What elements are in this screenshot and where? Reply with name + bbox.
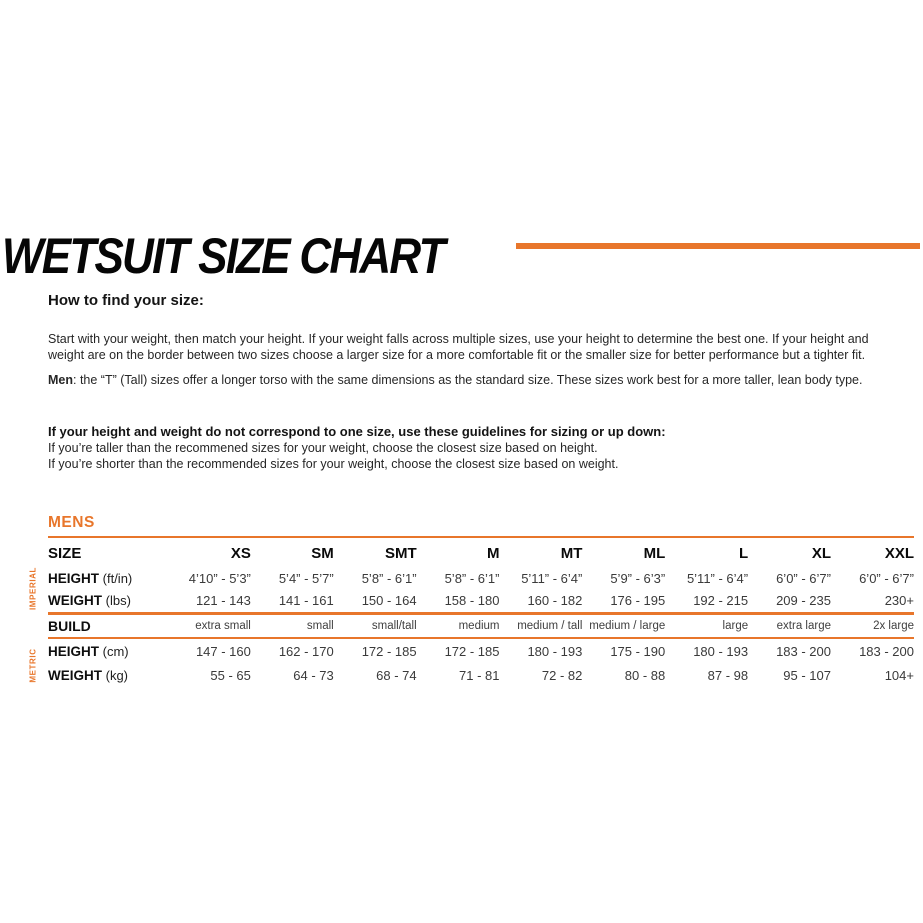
col-header-xxl: XXL xyxy=(884,544,914,562)
col-header-xl: XL xyxy=(811,544,831,562)
table-header-row xyxy=(48,539,914,567)
cell-value: 209 - 235 xyxy=(776,593,831,609)
table-row-weight-lbs xyxy=(48,590,914,613)
cell-value: 162 - 170 xyxy=(278,643,334,659)
col-header-sm: SM xyxy=(311,544,334,562)
cell-value: large xyxy=(722,619,749,632)
cell-value: 5’8” - 6’1” xyxy=(444,571,500,586)
mens-section-heading: MENS xyxy=(48,514,95,531)
cell-value: 64 - 73 xyxy=(293,667,334,683)
imperial-axis-label: IMPERIAL xyxy=(28,566,38,611)
cell-value: 95 - 107 xyxy=(783,667,831,683)
col-header-l: L xyxy=(738,544,749,562)
cell-value: 55 - 65 xyxy=(210,667,251,683)
cell-value: 121 - 143 xyxy=(195,593,251,609)
row-label xyxy=(48,638,168,663)
page-title: WETSUIT SIZE CHART xyxy=(2,228,444,284)
men-tall-note xyxy=(48,373,862,389)
row-label-text: HEIGHT xyxy=(48,571,100,586)
cell-value: 192 - 215 xyxy=(693,593,749,609)
guideline-shorter: If you’re shorter than the recommended sizes for your weight, choose the closest size based on weight. xyxy=(48,456,619,471)
cell-value: 180 - 193 xyxy=(527,643,583,659)
row-label-text: WEIGHT xyxy=(48,667,102,683)
cell-value: 6’0” - 6’7” xyxy=(776,571,831,586)
cell-value: 5’8” - 6’1” xyxy=(361,571,417,586)
cell-value: 176 - 195 xyxy=(610,593,666,609)
cell-value: 5’4” - 5’7” xyxy=(278,571,334,586)
cell-value: 87 - 98 xyxy=(707,667,749,683)
cell-value: medium xyxy=(458,619,500,632)
table-row-weight-kg xyxy=(48,663,914,687)
cell-value: 80 - 88 xyxy=(624,667,666,683)
guidelines-heading: If your height and weight do not correspond to one size, use these guidelines for sizing or up down: xyxy=(48,424,666,439)
col-header-size: SIZE xyxy=(48,544,82,562)
metric-axis-label: METRIC xyxy=(28,648,38,683)
guideline-taller: If you’re taller than the recommened sizes for your weight, choose the closest size based on height. xyxy=(48,441,598,455)
intro-line: weight are on the border between two sizes choose a larger size for a more comfortable fit or the smaller size for better performance but a tighter fit. xyxy=(48,347,866,362)
row-label xyxy=(48,663,168,687)
col-header-mt: MT xyxy=(560,544,583,562)
row-label-text: HEIGHT xyxy=(48,643,100,659)
mens-divider-line xyxy=(48,536,914,538)
cell-value: 104+ xyxy=(884,667,914,683)
title-divider-line xyxy=(516,243,920,249)
men-label: Men xyxy=(48,373,73,387)
row-label-text: WEIGHT xyxy=(48,593,102,609)
row-unit-text: (cm) xyxy=(102,643,129,659)
cell-value: 150 - 164 xyxy=(361,593,417,609)
cell-value: small xyxy=(306,619,334,632)
cell-value: 5’11” - 6’4” xyxy=(686,571,749,586)
cell-value: extra small xyxy=(195,619,251,632)
guidelines-list xyxy=(48,441,618,472)
cell-value: 183 - 200 xyxy=(776,643,831,659)
col-header-m: M xyxy=(487,544,500,562)
row-label xyxy=(48,590,168,613)
row-label xyxy=(48,567,168,590)
cell-value: 175 - 190 xyxy=(610,643,666,659)
cell-value: 71 - 81 xyxy=(459,667,500,683)
cell-value: 2x large xyxy=(873,619,914,632)
cell-value: 5’9” - 6’3” xyxy=(610,571,666,586)
cell-value: 5’11” - 6’4” xyxy=(521,571,583,586)
cell-value: 158 - 180 xyxy=(444,593,500,609)
men-note-text: : the “T” (Tall) sizes offer a longer torso with the same dimensions as the standard size. These sizes work best for a more taller, lean body type. xyxy=(73,373,863,387)
intro-paragraph xyxy=(48,332,869,363)
cell-value: medium / tall xyxy=(517,619,583,632)
cell-value: 68 - 74 xyxy=(376,667,417,683)
cell-value: 147 - 160 xyxy=(195,643,251,659)
cell-value: medium / large xyxy=(589,619,666,632)
cell-value: extra large xyxy=(776,619,831,632)
intro-line: Start with your weight, then match your height. If your weight falls across multiple sizes, use your height to determine the best one. If your height and xyxy=(48,332,869,346)
row-unit-text: (kg) xyxy=(105,667,129,683)
row-label-text: BUILD xyxy=(48,617,91,634)
cell-value: 230+ xyxy=(884,593,914,609)
cell-value: 172 - 185 xyxy=(444,643,500,659)
row-unit-text: (ft/in) xyxy=(102,571,133,586)
cell-value: 4’10” - 5’3” xyxy=(188,571,251,586)
cell-value: 160 - 182 xyxy=(527,593,583,609)
cell-value: 183 - 200 xyxy=(859,643,914,659)
cell-value: 172 - 185 xyxy=(361,643,417,659)
table-row-build xyxy=(48,613,914,638)
col-header-xs: XS xyxy=(230,544,251,562)
cell-value: small/tall xyxy=(371,619,417,632)
cell-value: 72 - 82 xyxy=(541,667,583,683)
cell-value: 141 - 161 xyxy=(278,593,334,609)
row-label xyxy=(48,613,168,638)
col-header-smt: SMT xyxy=(384,544,417,562)
cell-value: 6’0” - 6’7” xyxy=(859,571,914,586)
howto-heading: How to find your size: xyxy=(48,292,204,309)
table-row-height-ftin xyxy=(48,567,914,590)
col-header-ml: ML xyxy=(643,544,666,562)
table-row-height-cm xyxy=(48,638,914,663)
cell-value: 180 - 193 xyxy=(693,643,749,659)
size-chart-table xyxy=(48,539,914,687)
row-unit-text: (lbs) xyxy=(105,593,131,609)
